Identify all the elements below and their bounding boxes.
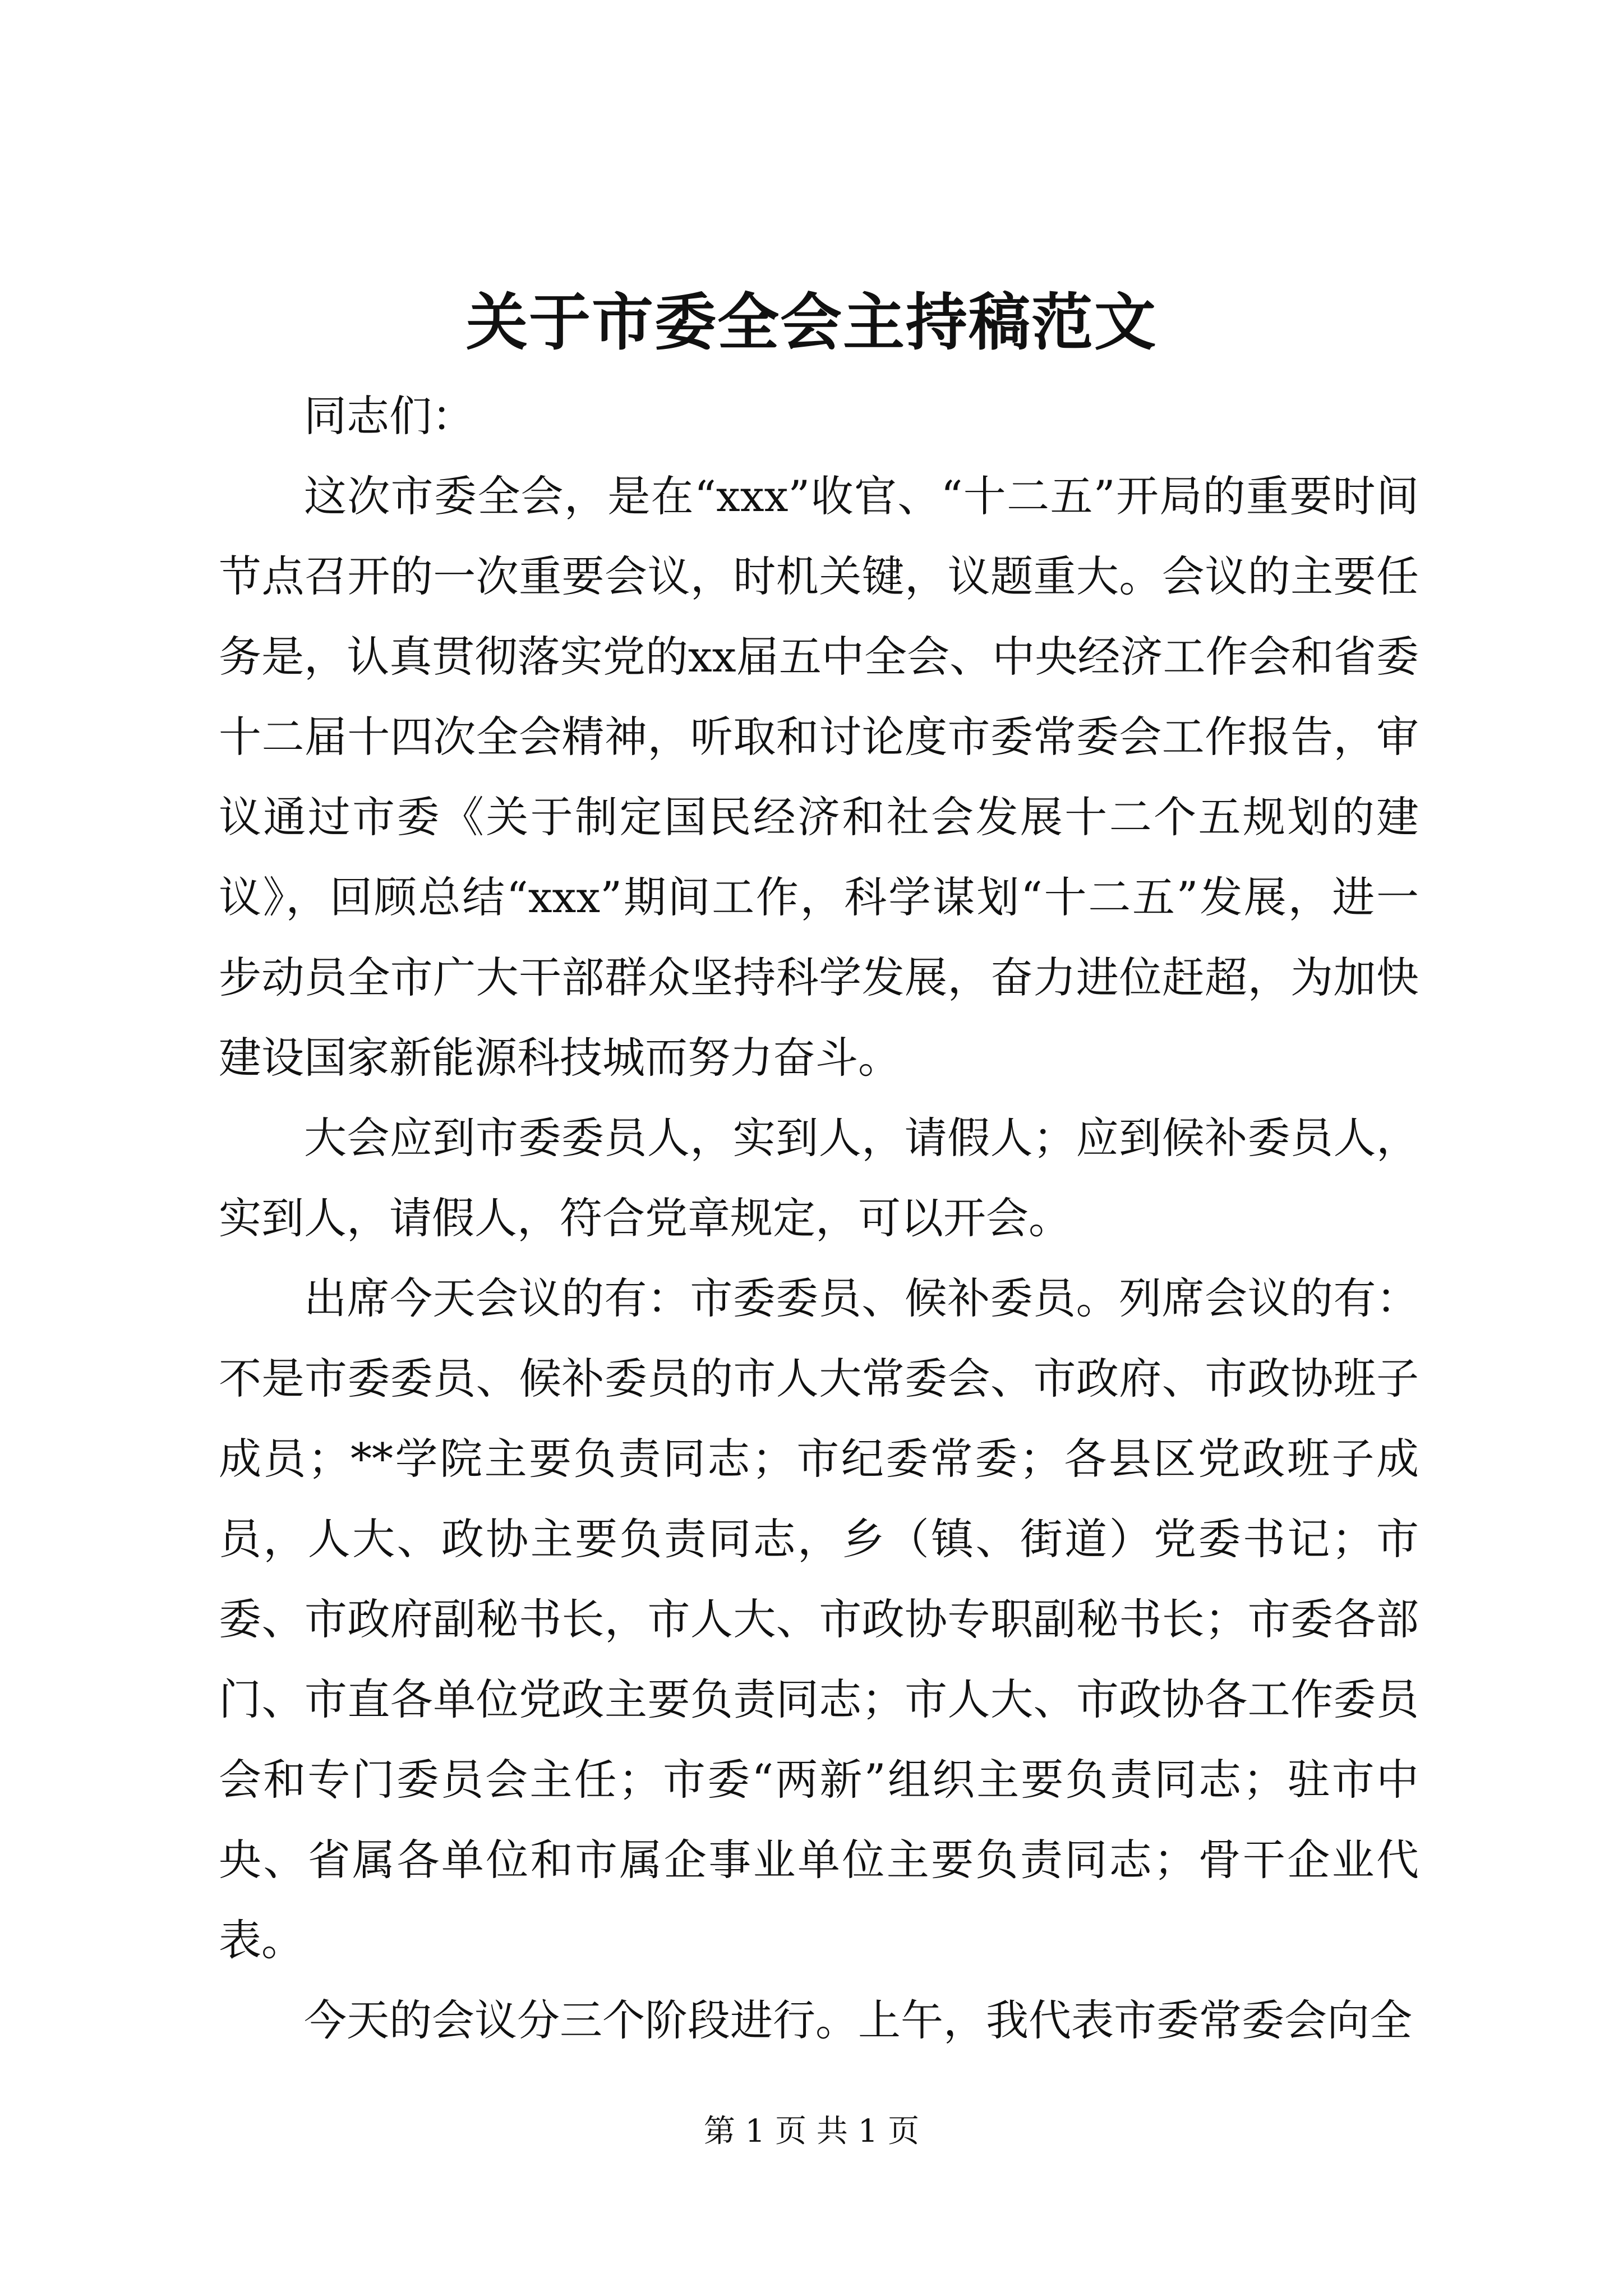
paragraph: 这次市委全会，是在“xxx”收官、“十二五”开局的重要时间节点召开的一次重要会议，时机关键，议题重大。会议的主要任务是，认真贯彻落实党的xx届五中全会、中央经济工作会和省委十二届十四次全会精神，听取和讨论度市委常委会工作报告，审议通过市委《关于制定国民经济和社会发展十二个五规划的建议》，回顾总结“xxx”期间工作，科学谋划“十二五”发展，进一步动员全市广大干部群众坚持科学发展，奋力进位赶超，为加快建设国家新能源科技城而努力奋斗。 xyxy=(219,471,1419,1083)
paragraph: 大会应到市委委员人，实到人，请假人；应到候补委员人，实到人，请假人，符合党章规定，可以开会。 xyxy=(219,1113,1419,1243)
paragraph-salutation: 同志们： xyxy=(304,391,474,441)
page-footer: 第 1 页 共 1 页 xyxy=(703,2113,920,2150)
paragraph: 出席今天会议的有：市委委员、候补委员。列席会议的有：不是市委委员、候补委员的市人大常委会、市政府、市政协班子成员；**学院主要负责同志；市纪委常委；各县区党政班子成员，人大、政协主要负责同志，乡（镇、街道）党委书记；市委、市政府副秘书长，市人大、市政协专职副秘书长；市委各部门、市直各单位党政主要负责同志；市人大、市政协各工作委员会和专门委员会主任；市委“两新”组织主要负责同志；驻市中央、省属各单位和市属企事业单位主要负责同志；骨干企业代表。 xyxy=(219,1273,1419,1965)
paragraph: 今天的会议分三个阶段进行。上午，我代表市委常委会向全 xyxy=(304,1995,1412,2045)
document-title: 关于市委全会主持稿范文 xyxy=(466,286,1157,358)
document-body xyxy=(219,376,1419,2060)
